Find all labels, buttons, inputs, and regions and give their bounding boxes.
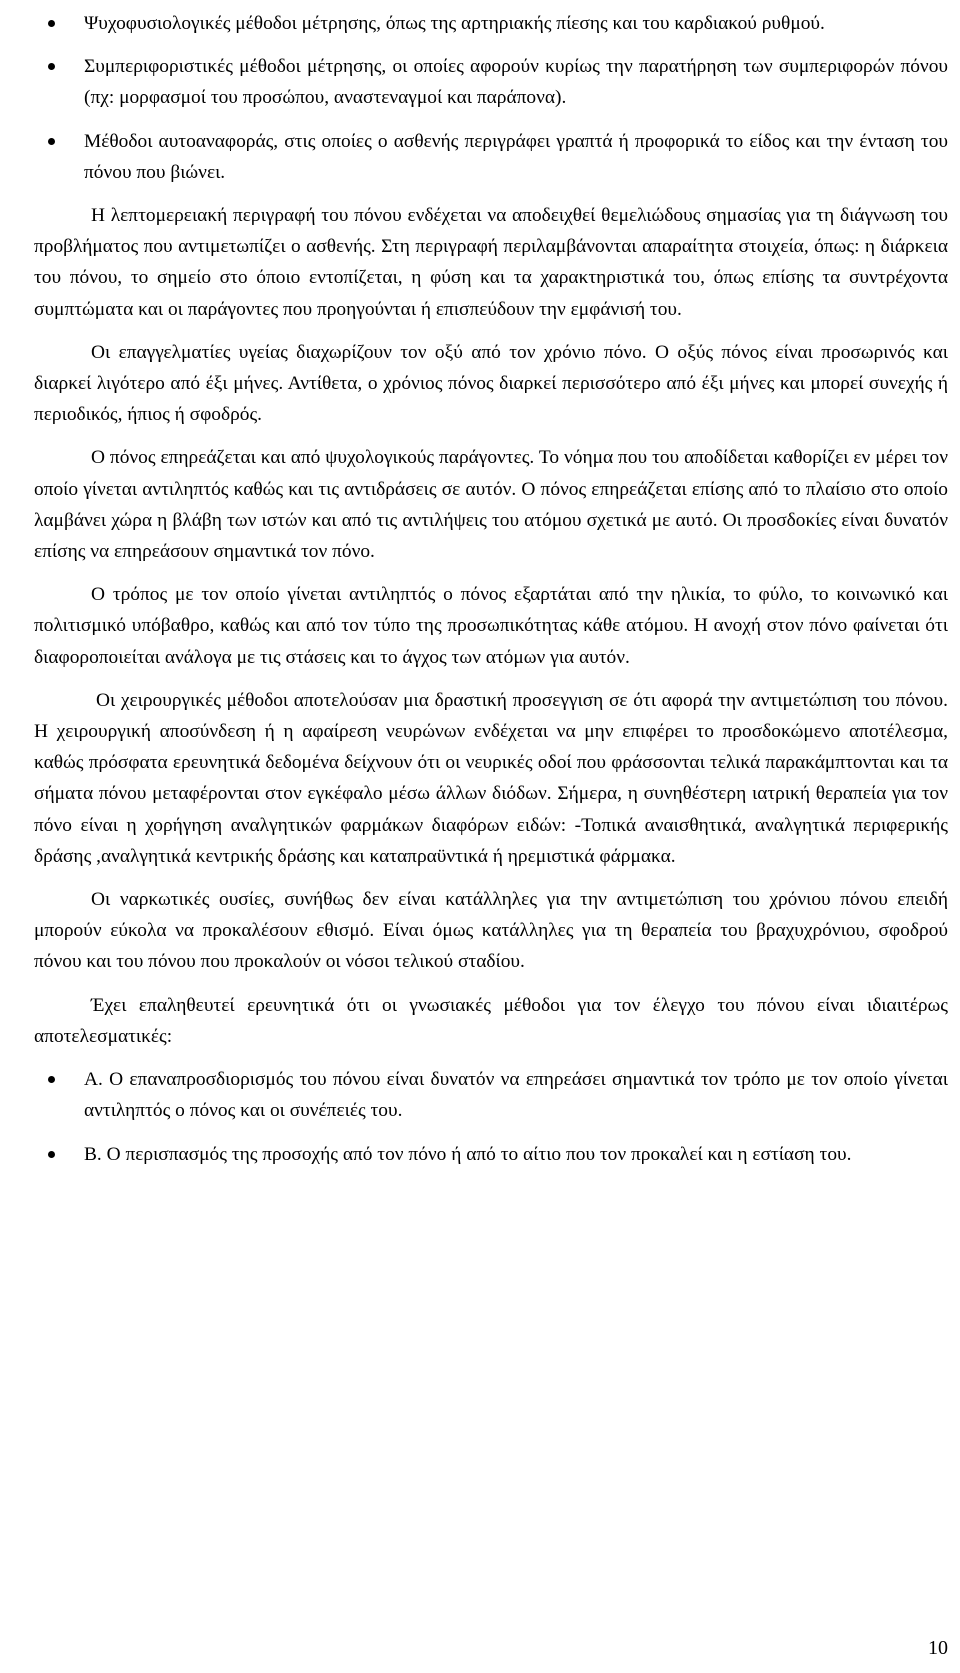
- list-item-text: Α. Ο επαναπροσδιορισμός του πόνου είναι δυνατόν να επηρεάσει σημαντικά τον τρόπο με τον οποίο γίνεται αντιληπτός ο πόνος και οι συνέπειές του.: [84, 1069, 948, 1122]
- bullet-icon: [48, 1151, 55, 1158]
- list-item-text: Μέθοδοι αυτοαναφοράς, στις οποίες ο ασθενής περιγράφει γραπτά ή προφορικά το είδος και την ένταση του πόνου που βιώνει.: [84, 130, 948, 183]
- list-item: [34, 1064, 948, 1126]
- paragraph-narcotics: Οι ναρκωτικές ουσίες, συνήθως δεν είναι κατάλληλες για την αντιμετώπιση του χρόνιου πόνου επειδή μπορούν εύκολα να προκαλέσουν εθισμό. Είναι όμως κατάλληλες για τη θεραπεία του βραχυχρόνιου, σφοδρού πόνου και του πόνου που προκαλούν οι νόσοι τελικού σταδίου.: [34, 889, 948, 973]
- paragraph-pain-description: Η λεπτομερειακή περιγραφή του πόνου ενδέχεται να αποδειχθεί θεμελιώδους σημασίας για τη διάγνωση του προβλήματος που αντιμετωπίζει ο ασθενής. Στη περιγραφή περιλαμβάνονται απαραίτητα στοιχεία, όπως: η διάρκεια του πόνου, το σημείο στο όποιο εντοπίζεται, η φύση και τα χαρακτηριστικά του, όπως επίσης τα συντρέχοντα συμπτώματα και οι παράγοντες που προηγούνται ή επισπεύδουν την εμφάνισή του.: [34, 205, 948, 320]
- list-item-text: Β. Ο περισπασμός της προσοχής από τον πόνο ή από το αίτιο που τον προκαλεί και η εστίαση του.: [84, 1143, 852, 1165]
- paragraph-surgical-methods: Οι χειρουργικές μέθοδοι αποτελούσαν μια δραστική προσεγγιση σε ότι αφορά την αντιμετώπιση του πόνου. Η χειρουργική αποσύνδεση ή η αφαίρεση νευρώνων ενδέχεται να μην επιφέρει το προσδοκώμενο αποτέλεσμα, καθώς πρόσφατα ερευνητικά δεδομένα δείχνουν ότι οι νευρικές οδοί που φράσσονται τελικά παρακάμπτονται και τα σήματα πόνου μεταφέρονται στον εγκέφαλο μέσω άλλων διόδων. Σήμερα, η συνηθέστερη ιατρική θεραπεία για τον πόνο είναι η χορήγηση αναλγητικών φαρμάκων διαφόρων ειδών: -Τοπικά αναισθητικά, αναλγητικά περιφερικής δράσης ,αναλγητικά κεντρικής δράσης και καταπραϋντικά ή ηρεμιστικά φάρμακα.: [34, 689, 948, 867]
- list-item: [34, 8, 948, 39]
- list-item: [34, 1139, 948, 1170]
- measurement-methods-list: [34, 8, 948, 188]
- bullet-icon: [48, 138, 55, 145]
- list-item: [34, 51, 948, 113]
- cognitive-methods-list: [34, 1064, 948, 1170]
- list-item: [34, 126, 948, 188]
- document-body: [34, 8, 948, 1182]
- bullet-icon: [48, 20, 55, 27]
- bullet-icon: [48, 1076, 55, 1083]
- page-number: 10: [928, 1637, 948, 1659]
- paragraph-perception-factors: Ο τρόπος με τον οποίο γίνεται αντιληπτός ο πόνος εξαρτάται από την ηλικία, το φύλο, το κοινωνικό και πολιτισμικό υπόβαθρο, καθώς και από τον τύπο της προσωπικότητας κάθε ατόμου. Η ανοχή στον πόνο φαίνεται ότι διαφοροποιείται ανάλογα με τις στάσεις και το άγχος των ατόμων για αυτόν.: [34, 584, 948, 668]
- paragraph-cognitive-methods: Έχει επαληθευτεί ερευνητικά ότι οι γνωσιακές μέθοδοι για τον έλεγχο του πόνου είναι ιδιαιτέρως αποτελεσματικές:: [34, 994, 948, 1047]
- bullet-icon: [48, 63, 55, 70]
- list-item-text: Συμπεριφοριστικές μέθοδοι μέτρησης, οι οποίες αφορούν κυρίως την παρατήρηση των συμπεριφορών πόνου (πχ: μορφασμοί του προσώπου, αναστεναγμοί και παράπονα).: [84, 56, 948, 109]
- paragraph-acute-chronic: Οι επαγγελματίες υγείας διαχωρίζουν τον οξύ από τον χρόνιο πόνο. Ο οξύς πόνος είναι προσωρινός και διαρκεί λιγότερο από έξι μήνες. Αντίθετα, ο χρόνιος πόνος διαρκεί περισσότερο από έξι μήνες και μπορεί συνεχής ή περιοδικός, ήπιος ή σφοδρός.: [34, 341, 948, 426]
- list-item-text: Ψυχοφυσιολογικές μέθοδοι μέτρησης, όπως της αρτηριακής πίεσης και του καρδιακού ρυθμού.: [84, 13, 825, 34]
- paragraph-psychological-factors: Ο πόνος επηρεάζεται και από ψυχολογικούς παράγοντες. Το νόημα που του αποδίδεται καθορίζει εν μέρει τον οποίο γίνεται αντιληπτός καθώς και τις αντιδράσεις σε αυτόν. Ο πόνος επηρεάζεται επίσης από το πλαίσιο στο οποίο λαμβάνει χώρα η βλάβη των ιστών και από τις αντιλήψεις του ατόμου σχετικά με αυτό. Οι προσδοκίες είναι δυνατόν επίσης να επηρεάσουν σημαντικά τον πόνο.: [34, 447, 948, 563]
